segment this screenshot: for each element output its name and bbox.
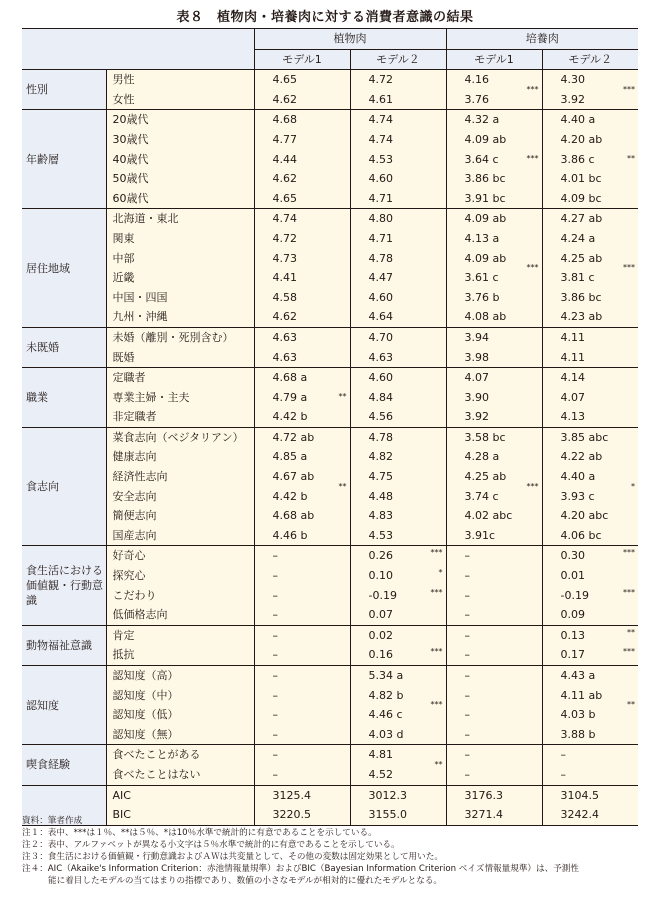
value-cell: 4.07	[542, 388, 610, 408]
row-label: 抵抗	[106, 645, 254, 665]
significance-mark	[418, 427, 446, 546]
value-cell: –	[254, 765, 322, 785]
significance-mark	[514, 566, 542, 586]
value-cell: 4.09 ab	[446, 249, 514, 269]
value-cell: 4.82	[350, 447, 418, 467]
significance-mark: ***	[514, 209, 542, 328]
value-cell: 4.41	[254, 268, 322, 288]
row-label: 健康志向	[106, 447, 254, 467]
significance-mark: *	[418, 566, 446, 586]
row-label: 菜食志向（ベジタリアン）	[106, 427, 254, 447]
row-label: 60歳代	[106, 189, 254, 209]
value-cell: 4.63	[350, 348, 418, 368]
value-cell: 3.90	[446, 388, 514, 408]
significance-mark	[322, 645, 350, 665]
table-row	[22, 546, 638, 566]
value-cell: 4.02 abc	[446, 506, 514, 526]
significance-mark	[418, 625, 446, 645]
row-label: 北海道・東北	[106, 209, 254, 229]
value-cell: 0.10	[350, 566, 418, 586]
value-cell: 4.46 c	[350, 705, 418, 725]
value-cell: 4.80	[350, 209, 418, 229]
value-cell: –	[254, 566, 322, 586]
table-row	[22, 605, 638, 625]
header-cultured: 培養肉	[446, 29, 638, 50]
value-cell: 3.61 c	[446, 268, 514, 288]
value-cell: 4.78	[350, 427, 418, 447]
value-cell: 4.03 b	[542, 705, 610, 725]
significance-mark	[514, 586, 542, 606]
value-cell: -0.19	[350, 586, 418, 606]
value-cell: –	[254, 645, 322, 665]
value-cell: 3.86 bc	[542, 288, 610, 308]
table-row	[22, 625, 638, 645]
significance-mark: ***	[610, 546, 638, 566]
value-cell: 4.47	[350, 268, 418, 288]
value-cell: 4.32 a	[446, 110, 514, 130]
value-cell: 4.13	[542, 407, 610, 427]
significance-mark	[322, 666, 350, 745]
significance-mark	[418, 209, 446, 328]
value-cell: 4.62	[254, 169, 322, 189]
group-label: 食生活における価値観・行動意識	[22, 546, 106, 625]
value-cell: 3.74 c	[446, 487, 514, 507]
group-label: 性別	[22, 70, 106, 110]
row-label: 20歳代	[106, 110, 254, 130]
significance-mark	[322, 327, 350, 367]
value-cell: 4.01 bc	[542, 169, 610, 189]
value-cell: –	[254, 546, 322, 566]
significance-mark	[322, 586, 350, 606]
significance-mark	[610, 327, 638, 367]
footnote-line: 能に着目したモデルの当てはまりの指標であり、数値の小さなモデルが相対的に優れたモデルとなる。	[48, 876, 443, 886]
fit-spacer	[322, 785, 350, 805]
value-cell: 4.70	[350, 327, 418, 347]
value-cell: 4.27 ab	[542, 209, 610, 229]
value-cell: –	[254, 605, 322, 625]
fit-value: 3012.3	[350, 785, 418, 805]
row-label: 食べたことはない	[106, 765, 254, 785]
significance-mark: *	[610, 427, 638, 546]
header-corner	[22, 29, 254, 70]
significance-mark	[418, 605, 446, 625]
row-label: 認知度（無）	[106, 725, 254, 745]
value-cell: 4.62	[254, 307, 322, 327]
value-cell: 4.65	[254, 70, 322, 90]
footnotes	[22, 815, 638, 887]
results-table	[22, 28, 638, 826]
row-label: 既婚	[106, 348, 254, 368]
row-label: 認知度（低）	[106, 705, 254, 725]
fit-label: BIC	[106, 805, 254, 825]
value-cell: 4.72	[350, 70, 418, 90]
footnote-line: 資料：筆者作成	[22, 816, 83, 826]
value-cell: 4.56	[350, 407, 418, 427]
significance-mark: ***	[514, 427, 542, 546]
value-cell: 4.25 ab	[446, 467, 514, 487]
table-row	[22, 586, 638, 606]
significance-mark: ***	[610, 70, 638, 110]
value-cell: 4.82 b	[350, 686, 418, 706]
significance-mark	[322, 566, 350, 586]
value-cell: 4.64	[350, 307, 418, 327]
table-row	[22, 209, 638, 229]
significance-mark	[514, 368, 542, 428]
row-label: 未婚（離別・死別含む）	[106, 327, 254, 347]
significance-mark	[610, 566, 638, 586]
significance-mark: ***	[418, 645, 446, 665]
value-cell: 0.16	[350, 645, 418, 665]
significance-mark	[514, 625, 542, 645]
value-cell: 4.60	[350, 288, 418, 308]
value-cell: 4.53	[350, 526, 418, 546]
row-label: 中国・四国	[106, 288, 254, 308]
row-label: 認知度（高）	[106, 666, 254, 686]
table-row	[22, 427, 638, 447]
table-row	[22, 110, 638, 130]
value-cell: 3.92	[446, 407, 514, 427]
value-cell: 3.98	[446, 348, 514, 368]
value-cell: 4.24 a	[542, 229, 610, 249]
significance-mark: **	[322, 427, 350, 546]
fit-value: 3155.0	[350, 805, 418, 825]
value-cell: 3.58 bc	[446, 427, 514, 447]
significance-mark	[610, 745, 638, 785]
value-cell: 3.64 c	[446, 150, 514, 170]
value-cell: 4.48	[350, 487, 418, 507]
header-plant: 植物肉	[254, 29, 446, 50]
value-cell: 4.58	[254, 288, 322, 308]
fit-value: 3271.4	[446, 805, 514, 825]
value-cell: 4.13 a	[446, 229, 514, 249]
row-label: 経済性志向	[106, 467, 254, 487]
table-row	[22, 745, 638, 765]
value-cell: 4.74	[254, 209, 322, 229]
significance-mark	[322, 110, 350, 209]
significance-mark: ***	[418, 666, 446, 745]
row-label: 探究心	[106, 566, 254, 586]
value-cell: 4.07	[446, 368, 514, 388]
group-label: 年齢層	[22, 110, 106, 209]
row-label: 男性	[106, 70, 254, 90]
value-cell: –	[446, 586, 514, 606]
value-cell: 4.53	[350, 150, 418, 170]
row-label: 低価格志向	[106, 605, 254, 625]
value-cell: 4.77	[254, 130, 322, 150]
table-row	[22, 566, 638, 586]
value-cell: 4.72 ab	[254, 427, 322, 447]
header-cultured-model1: モデル1	[446, 49, 542, 70]
value-cell: 4.09 ab	[446, 209, 514, 229]
group-label: 未既婚	[22, 327, 106, 367]
value-cell: 0.17	[542, 645, 610, 665]
significance-mark	[322, 625, 350, 645]
value-cell: –	[446, 686, 514, 706]
value-cell: 4.28 a	[446, 447, 514, 467]
value-cell: –	[254, 705, 322, 725]
value-cell: 4.09 bc	[542, 189, 610, 209]
value-cell: 4.11 ab	[542, 686, 610, 706]
row-label: 30歳代	[106, 130, 254, 150]
value-cell: 4.06 bc	[542, 526, 610, 546]
significance-mark	[610, 605, 638, 625]
fit-value: 3242.4	[542, 805, 610, 825]
value-cell: 4.79 a	[254, 388, 322, 408]
significance-mark: **	[610, 666, 638, 745]
fit-spacer	[418, 785, 446, 805]
significance-mark	[514, 327, 542, 367]
significance-mark	[514, 546, 542, 566]
significance-mark	[322, 70, 350, 110]
significance-mark	[514, 745, 542, 785]
header-plant-model2: モデル２	[350, 49, 446, 70]
value-cell: 4.84	[350, 388, 418, 408]
value-cell: 4.85 a	[254, 447, 322, 467]
row-label: 国産志向	[106, 526, 254, 546]
value-cell: 4.40 a	[542, 110, 610, 130]
value-cell: 3.91c	[446, 526, 514, 546]
value-cell: 4.67 ab	[254, 467, 322, 487]
group-label: 認知度	[22, 666, 106, 745]
table-title: 表８ 植物肉・培養肉に対する消費者意識の結果	[176, 10, 474, 25]
significance-mark: **	[418, 745, 446, 785]
value-cell: 3.86 bc	[446, 169, 514, 189]
significance-mark	[514, 645, 542, 665]
header-plant-model1: モデル1	[254, 49, 350, 70]
value-cell: 4.68 ab	[254, 506, 322, 526]
significance-mark	[322, 745, 350, 785]
row-label: 専業主婦・主夫	[106, 388, 254, 408]
fit-value: 3220.5	[254, 805, 322, 825]
value-cell: -0.19	[542, 586, 610, 606]
significance-mark: **	[610, 110, 638, 209]
value-cell: 4.83	[350, 506, 418, 526]
value-cell: 4.20 ab	[542, 130, 610, 150]
significance-mark	[322, 605, 350, 625]
fit-value: 3104.5	[542, 785, 610, 805]
group-label: 動物福祉意識	[22, 625, 106, 665]
significance-mark	[418, 110, 446, 209]
significance-mark: ***	[418, 546, 446, 566]
significance-mark: ***	[418, 586, 446, 606]
value-cell: 4.40 a	[542, 467, 610, 487]
value-cell: 0.30	[542, 546, 610, 566]
value-cell: 4.43 a	[542, 666, 610, 686]
significance-mark	[322, 546, 350, 566]
value-cell: 4.22 ab	[542, 447, 610, 467]
significance-mark	[418, 368, 446, 428]
table-row	[22, 666, 638, 686]
value-cell: –	[446, 745, 514, 765]
significance-mark: ***	[610, 586, 638, 606]
value-cell: 4.63	[254, 327, 322, 347]
value-cell: 4.73	[254, 249, 322, 269]
significance-mark	[418, 70, 446, 110]
value-cell: 4.20 abc	[542, 506, 610, 526]
value-cell: 4.42 b	[254, 407, 322, 427]
fit-spacer	[610, 785, 638, 805]
value-cell: 3.93 c	[542, 487, 610, 507]
value-cell: 3.94	[446, 327, 514, 347]
value-cell: 4.16	[446, 70, 514, 90]
value-cell: 0.01	[542, 566, 610, 586]
footnote-line: 注２：表中、アルファベットが異なる小文字は５％水準で統計的に有意であることを示している。	[22, 840, 400, 850]
value-cell: 4.52	[350, 765, 418, 785]
value-cell: 3.92	[542, 90, 610, 110]
value-cell: 0.13	[542, 625, 610, 645]
value-cell: –	[446, 546, 514, 566]
value-cell: 4.25 ab	[542, 249, 610, 269]
table-row	[22, 327, 638, 347]
value-cell: –	[446, 765, 514, 785]
value-cell: 3.85 abc	[542, 427, 610, 447]
value-cell: 0.26	[350, 546, 418, 566]
value-cell: –	[254, 625, 322, 645]
significance-mark: ***	[610, 209, 638, 328]
significance-mark: ***	[610, 645, 638, 665]
value-cell: –	[446, 666, 514, 686]
significance-mark: ***	[514, 70, 542, 110]
value-cell: 4.68	[254, 110, 322, 130]
value-cell: –	[254, 586, 322, 606]
significance-mark	[514, 605, 542, 625]
value-cell: 4.74	[350, 110, 418, 130]
value-cell: 4.75	[350, 467, 418, 487]
value-cell: –	[254, 666, 322, 686]
value-cell: 3.88 b	[542, 725, 610, 745]
value-cell: 4.60	[350, 368, 418, 388]
value-cell: –	[542, 745, 610, 765]
significance-mark	[514, 666, 542, 745]
value-cell: –	[254, 686, 322, 706]
value-cell: –	[446, 566, 514, 586]
row-label: こだわり	[106, 586, 254, 606]
value-cell: 0.07	[350, 605, 418, 625]
value-cell: –	[446, 605, 514, 625]
value-cell: 4.30	[542, 70, 610, 90]
value-cell: 3.86 c	[542, 150, 610, 170]
significance-mark	[610, 368, 638, 428]
value-cell: –	[446, 725, 514, 745]
significance-mark: **	[322, 368, 350, 428]
value-cell: –	[254, 745, 322, 765]
footnote-line: 注１：表中、***は１％、**は５％、*は10％水準で統計的に有意であることを示している。	[22, 828, 377, 838]
value-cell: 4.44	[254, 150, 322, 170]
value-cell: 4.72	[254, 229, 322, 249]
value-cell: 4.09 ab	[446, 130, 514, 150]
value-cell: 3.81 c	[542, 268, 610, 288]
group-label: 喫食経験	[22, 745, 106, 785]
group-label: 居住地域	[22, 209, 106, 328]
row-label: 認知度（中）	[106, 686, 254, 706]
row-label: 安全志向	[106, 487, 254, 507]
row-label: 簡便志向	[106, 506, 254, 526]
value-cell: 4.42 b	[254, 487, 322, 507]
row-label: 近畿	[106, 268, 254, 288]
table-body	[22, 29, 638, 826]
table-row	[22, 70, 638, 90]
value-cell: 4.71	[350, 229, 418, 249]
row-label: 肯定	[106, 625, 254, 645]
significance-mark	[418, 327, 446, 367]
value-cell: 4.81	[350, 745, 418, 765]
value-cell: 0.09	[542, 605, 610, 625]
value-cell: 5.34 a	[350, 666, 418, 686]
value-cell: 4.03 d	[350, 725, 418, 745]
fit-label: AIC	[106, 785, 254, 805]
value-cell: 0.02	[350, 625, 418, 645]
row-label: 好奇心	[106, 546, 254, 566]
value-cell: 4.08 ab	[446, 307, 514, 327]
value-cell: –	[254, 725, 322, 745]
footnote-line: 注４：AIC（Akaike's Information Criterion：赤池情報量規準）およびBIC（Bayesian Information Criterion ベイズ情報量規準）は、予測性	[22, 864, 579, 874]
value-cell: 4.63	[254, 348, 322, 368]
value-cell: 4.23 ab	[542, 307, 610, 327]
row-label: 九州・沖縄	[106, 307, 254, 327]
row-label: 女性	[106, 90, 254, 110]
value-cell: –	[446, 705, 514, 725]
row-label: 中部	[106, 249, 254, 269]
value-cell: –	[542, 765, 610, 785]
value-cell: 4.62	[254, 90, 322, 110]
value-cell: 3.76 b	[446, 288, 514, 308]
value-cell: 4.61	[350, 90, 418, 110]
fit-row	[22, 785, 638, 805]
group-label: 職業	[22, 368, 106, 428]
value-cell: 4.65	[254, 189, 322, 209]
row-label: 食べたことがある	[106, 745, 254, 765]
table-row	[22, 368, 638, 388]
value-cell: 4.11	[542, 327, 610, 347]
fit-value: 3125.4	[254, 785, 322, 805]
value-cell: 4.78	[350, 249, 418, 269]
value-cell: –	[446, 625, 514, 645]
significance-mark	[322, 209, 350, 328]
value-cell: 4.71	[350, 189, 418, 209]
value-cell: 4.60	[350, 169, 418, 189]
value-cell: 3.76	[446, 90, 514, 110]
value-cell: 3.91 bc	[446, 189, 514, 209]
fit-value: 3176.3	[446, 785, 514, 805]
significance-mark: ***	[514, 110, 542, 209]
value-cell: 4.74	[350, 130, 418, 150]
value-cell: –	[446, 645, 514, 665]
value-cell: 4.46 b	[254, 526, 322, 546]
fit-spacer	[514, 785, 542, 805]
significance-mark: **	[610, 625, 638, 645]
header-cultured-model2: モデル２	[542, 49, 638, 70]
value-cell: 4.68 a	[254, 368, 322, 388]
footnote-line: 注３：食生活における価値観・行動意識およびＡＷは共変量として、その他の変数は固定効果として用いた。	[22, 852, 443, 862]
row-label: 40歳代	[106, 150, 254, 170]
row-label: 50歳代	[106, 169, 254, 189]
value-cell: 4.11	[542, 348, 610, 368]
group-label: 食志向	[22, 427, 106, 546]
row-label: 関東	[106, 229, 254, 249]
value-cell: 4.14	[542, 368, 610, 388]
table-row	[22, 645, 638, 665]
row-label: 定職者	[106, 368, 254, 388]
row-label: 非定職者	[106, 407, 254, 427]
